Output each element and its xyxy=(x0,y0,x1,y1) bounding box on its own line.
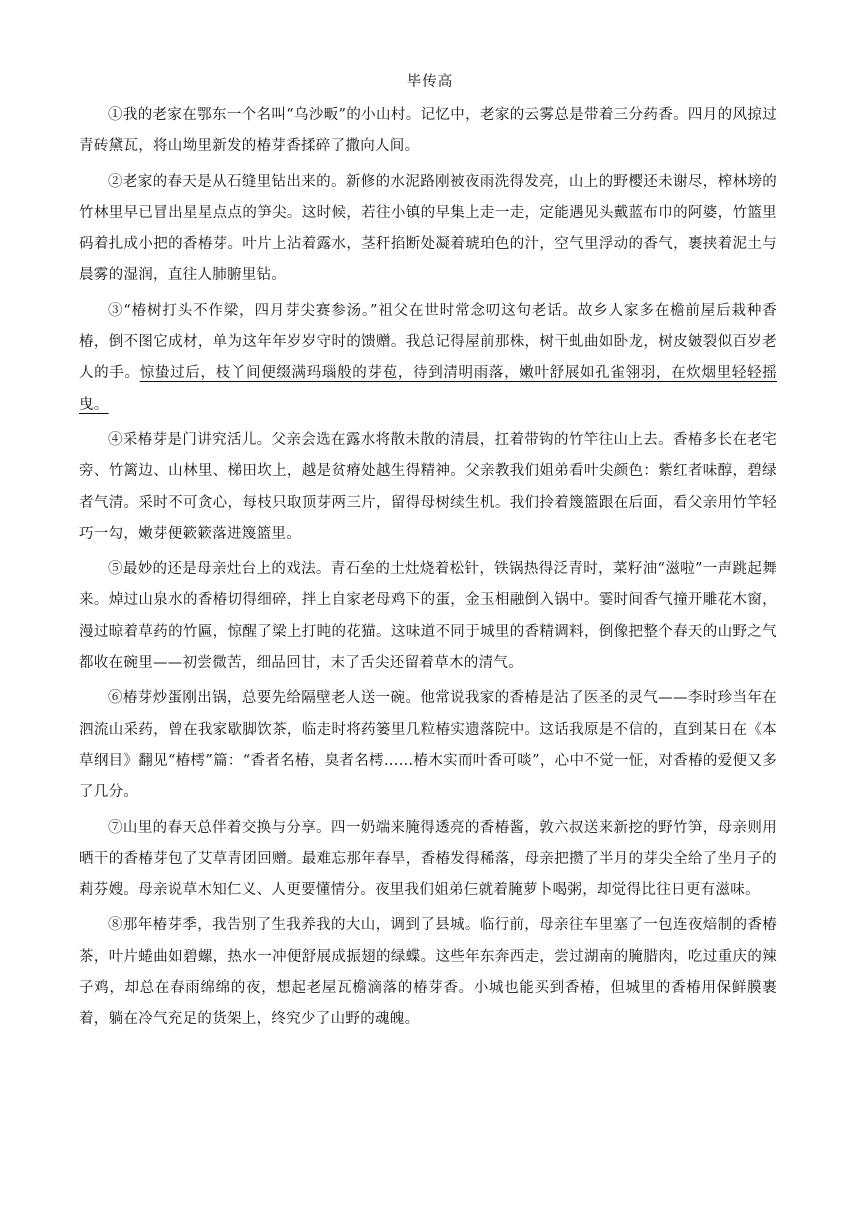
paragraph-3 xyxy=(79,296,777,421)
paragraph-4 xyxy=(79,425,777,550)
paragraph-8 xyxy=(79,910,777,1035)
paragraph-3-text: ③“椿树打头不作梁，四月芽尖赛参汤。”祖父在世时常念叨这句老话。故乡人家多在檐前屋后栽种香椿，倒不图它成材，单为这年年岁岁守时的馈赠。我总记得屋前那株，树干虬曲如卧龙，树皮皴裂似百岁老人的手。 xyxy=(79,302,777,382)
paragraph-6-text: ⑥椿芽炒蛋刚出锅，总要先给隔壁老人送一碗。他常说我家的香椿是沾了医圣的灵气——李时珍当年在泗流山采药，曾在我家歇脚饮茶，临走时将药篓里几粒椿实遗落院中。这话我原是不信的，直到某日在《本草纲目》翻见“椿樗”篇：“香者名椿，臭者名樗……椿木实而叶香可啖”，心中不觉一怔，对香椿的爱便又多了几分。 xyxy=(79,690,777,801)
paragraph-4-text: ④采椿芽是门讲究活儿。父亲会选在露水将散未散的清晨，扛着带钩的竹竿往山上去。香椿多长在老宅旁、竹篱边、山林里、梯田坎上，越是贫瘠处越生得精神。父亲教我们姐弟看叶尖颜色：紫红者味醇，碧绿者气清。采时不可贪心，每枝只取顶芽两三片，留得母树续生机。我们拎着篾篮跟在后面，看父亲用竹竿轻巧一勾，嫩芽便簌簌落进篾篮里。 xyxy=(79,431,777,542)
article-body xyxy=(79,100,777,1040)
author-name: 毕传高 xyxy=(406,74,454,90)
paragraph-5-text: ⑤最妙的还是母亲灶台上的戏法。青石垒的土灶烧着松针，铁锅热得泛青时，菜籽油“滋啦”一声跳起舞来。焯过山泉水的香椿切得细碎，拌上自家老母鸡下的蛋，金玉相融倒入锅中。霎时间香气撞开雕花木窗，漫过晾着草药的竹匾，惊醒了梁上打盹的花猫。这味道不同于城里的香精调料，倒像把整个春天的山野之气都收在碗里——初尝微苦，细品回甘，末了舌尖还留着草木的清气。 xyxy=(79,561,777,672)
paragraph-2 xyxy=(79,167,777,292)
paragraph-2-text: ②老家的春天是从石缝里钻出来的。新修的水泥路刚被夜雨洗得发亮，山上的野樱还未谢尽，榨林塝的竹林里早已冒出星星点点的笋尖。这时候，若往小镇的早集上走一走，定能遇见头戴蓝布巾的阿婆，竹篮里码着扎成小把的香椿芽。叶片上沾着露水，茎秆掐断处凝着琥珀色的汁，空气里浮动的香气，裹挟着泥土与晨雾的湿润，直往人肺腑里钻。 xyxy=(79,173,777,284)
paragraph-6 xyxy=(79,683,777,808)
paragraph-1-text: ①我的老家在鄂东一个名叫“乌沙畈”的小山村。记忆中，老家的云雾总是带着三分药香。四月的风掠过青砖黛瓦，将山坳里新发的椿芽香揉碎了撒向人间。 xyxy=(79,107,777,155)
paragraph-7 xyxy=(79,813,777,907)
paragraph-5 xyxy=(79,554,777,679)
paragraph-1 xyxy=(79,100,777,163)
paragraph-7-text: ⑦山里的春天总伴着交换与分享。四一奶端来腌得透亮的香椿酱，敦六叔送来新挖的野竹笋，母亲则用晒干的香椿芽包了艾草青团回赠。最难忘那年春旱，香椿发得稀落，母亲把攒了半月的芽尖全给了坐月子的莉芬嫂。母亲说草木知仁义、人更要懂情分。夜里我们姐弟仨就着腌萝卜喝粥，却觉得比往日更有滋味。 xyxy=(79,819,777,899)
paragraph-8-text: ⑧那年椿芽季，我告别了生我养我的大山，调到了县城。临行前，母亲往车里塞了一包连夜焙制的香椿茶，叶片蜷曲如碧螺，热水一冲便舒展成振翅的绿蝶。这些年东奔西走，尝过湖南的腌腊肉，吃过重庆的辣子鸡，却总在春雨绵绵的夜，想起老屋瓦檐滴落的椿芽香。小城也能买到香椿，但城里的香椿用保鲜膜裹着，躺在冷气充足的货架上，终究少了山野的魂魄。 xyxy=(79,917,777,1028)
paragraph-3-underlined-sentence: 惊蛰过后，枝丫间便缀满玛瑙般的芽苞，待到清明雨落，嫩叶舒展如孔雀翎羽，在炊烟里轻轻摇曳。 xyxy=(79,365,777,413)
